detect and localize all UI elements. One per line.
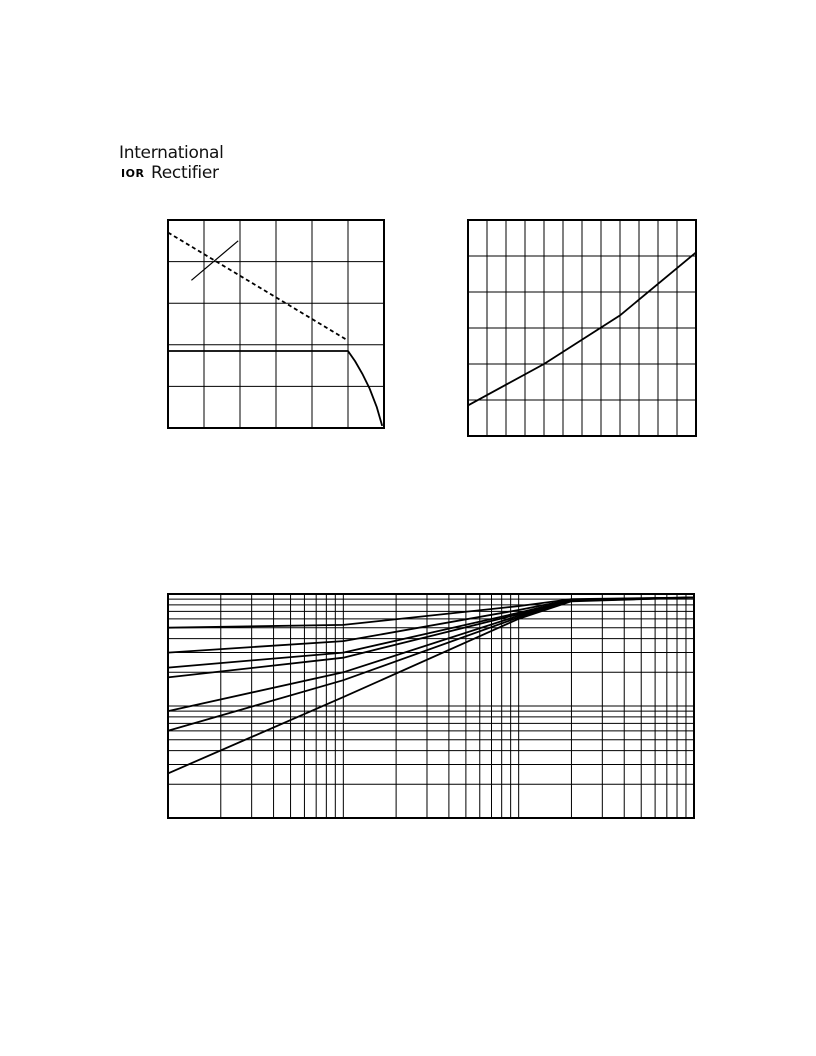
gridlines xyxy=(468,220,696,436)
chart-top-left xyxy=(166,218,386,430)
series-line-4 xyxy=(168,598,694,678)
gridlines xyxy=(168,594,694,818)
logo-line-international: International xyxy=(119,143,224,163)
series-line-5 xyxy=(168,598,694,712)
annotation-leader-line xyxy=(191,241,238,281)
logo-word: Rectifier xyxy=(151,163,219,183)
series-line-2 xyxy=(168,351,382,426)
chart-top-right xyxy=(466,218,698,438)
logo-mark: IOR xyxy=(121,167,145,180)
chart-bottom-log xyxy=(166,592,696,820)
series-line-1 xyxy=(168,233,348,341)
series-line-7 xyxy=(168,598,694,774)
company-logo xyxy=(119,144,239,184)
series-line-1 xyxy=(168,598,694,628)
